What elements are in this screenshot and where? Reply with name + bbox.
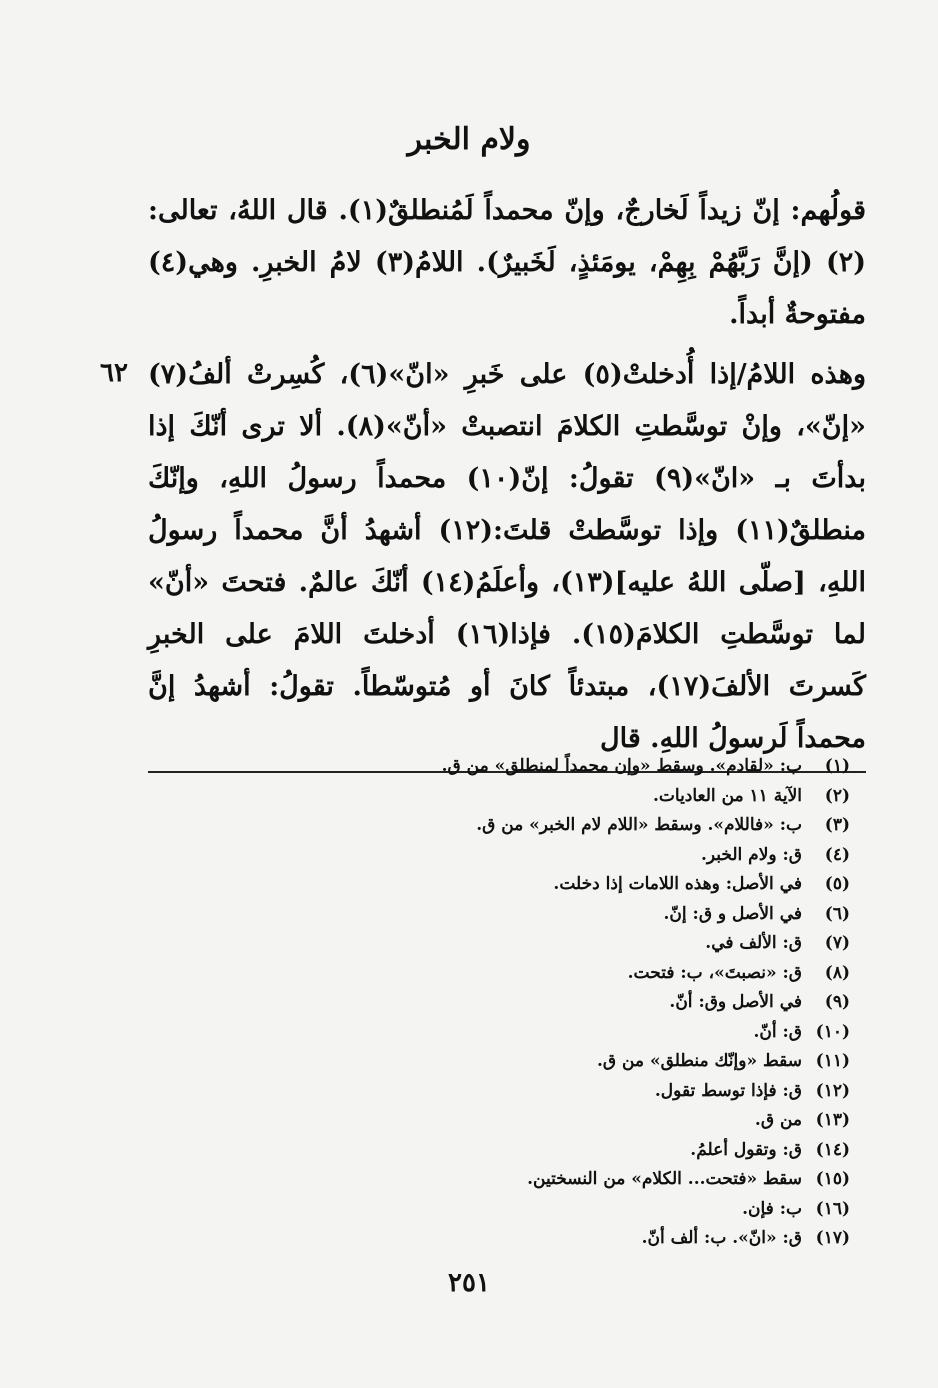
footnote bbox=[330, 1018, 850, 1048]
footnote-number: (٩) bbox=[824, 992, 850, 1012]
footnote bbox=[330, 1077, 850, 1107]
footnote bbox=[330, 1165, 850, 1195]
margin-page-reference: ٦٢ bbox=[100, 358, 128, 388]
footnote bbox=[330, 929, 850, 959]
footnote bbox=[330, 1106, 850, 1136]
footnote bbox=[330, 841, 850, 871]
footnote-number: (١١) bbox=[815, 1051, 850, 1071]
footnote bbox=[330, 959, 850, 989]
footnote-text: ب: «لقادم». وسقط «وإن محمداً لمنطلق» من ق. bbox=[441, 756, 802, 776]
footnote-text: ق: وتقول أعلمُ. bbox=[690, 1139, 802, 1160]
footnote-number: (٤) bbox=[824, 844, 850, 865]
paragraph: قولُهم: إنّ زيداً لَخارجٌ، وإنّ محمداً لَمُنطلقٌ(١). قال اللهُ، تعالى:(٢) (إنَّ رَبَّهُمْ بِهِمْ، يومَئذٍ، لَخَبيرٌ). اللامُ(٣) لامُ الخبرِ. وهي(٤) مفتوحةٌ أبداً. bbox=[148, 195, 867, 330]
footnote-text: سقط «وإنّك منطلق» من ق. bbox=[596, 1051, 802, 1071]
footnote-text: ق: فإذا توسط تقول. bbox=[654, 1080, 802, 1101]
main-text bbox=[148, 185, 866, 781]
footnote-text: سقط «فتحت... الكلام» من النسختين. bbox=[527, 1169, 802, 1189]
footnote bbox=[330, 988, 850, 1018]
footnote bbox=[330, 870, 850, 900]
footnote-text: ق: «نصبتَ»، ب: فتحت. bbox=[627, 962, 802, 983]
footnote bbox=[330, 811, 850, 841]
footnote-number: (٣) bbox=[824, 815, 850, 835]
footnote bbox=[330, 1195, 850, 1225]
footnote-text: الآية ١١ من العاديات. bbox=[652, 785, 802, 806]
footnote-text: في الأصل و ق: إنّ. bbox=[663, 903, 802, 924]
footnote-number: (١٦) bbox=[815, 1198, 850, 1219]
footnote-number: (١٣) bbox=[815, 1110, 850, 1130]
footnote-number: (٦) bbox=[824, 903, 850, 924]
footnote-number: (١٠) bbox=[815, 1021, 850, 1042]
footnote-number: (٧) bbox=[824, 933, 850, 953]
footnote bbox=[330, 1136, 850, 1166]
footnote-number: (١٧) bbox=[815, 1228, 850, 1248]
footnote-number: (٢) bbox=[824, 785, 850, 806]
footnote bbox=[330, 1047, 850, 1077]
footnote bbox=[330, 900, 850, 930]
footnote-text: في الأصل وق: أنّ. bbox=[669, 992, 802, 1012]
footnote-text: ب: فإن. bbox=[742, 1198, 802, 1219]
footnote-number: (٥) bbox=[824, 874, 850, 894]
footnote-number: (١٥) bbox=[815, 1169, 850, 1189]
footnote-text: ق: ولام الخبر. bbox=[700, 844, 802, 865]
footnote bbox=[330, 782, 850, 812]
footnote-number: (٨) bbox=[824, 962, 850, 983]
footnote-text: ق: «انّ». ب: ألف أنّ. bbox=[641, 1228, 802, 1248]
footnotes-list bbox=[330, 752, 850, 1254]
footnote-text: من ق. bbox=[754, 1110, 802, 1130]
footnote-number: (١) bbox=[824, 756, 850, 776]
footnote-text: ق: أنّ. bbox=[753, 1021, 802, 1042]
footnote-text: في الأصل: وهذه اللامات إذا دخلت. bbox=[553, 874, 802, 894]
paragraph: وهذه اللامُ/إذا أُدخلتْ(٥) على خَبرِ «انّ»(٦)، كُسِرتْ ألفُ(٧) «إنّ»، وإنْ توسَّطتِ الكلامَ انتصبتْ «أنّ»(٨). ألا ترى أنّكَ إذا بدأتَ بـ «انّ»(٩) تقولُ: إنّ(١٠) محمداً رسولُ اللهِ، وإنّكَ منطلقٌ(١١) وإذا توسَّطتْ قلتَ:(١٢) أشهدُ أنَّ محمداً رسولُ اللهِ، [صلّى اللهُ عليه](١٣)، وأعلَمُ(١٤) أنّكَ عالمٌ. فتحتَ «أنّ» لما توسَّطتِ الكلامَ(١٥). فإذا(١٦) أدخلتَ اللامَ على الخبرِ كَسرتَ الألفَ(١٧)، مبتدئاً كانَ أو مُتوسّطاً. تقولُ: أشهدُ إنَّ محمداً لَرسولُ اللهِ. قال bbox=[148, 349, 866, 773]
footnote-text: ق: الألف في. bbox=[705, 933, 802, 953]
footnote-text: ب: «فاللام». وسقط «اللام لام الخبر» من ق. bbox=[476, 815, 802, 835]
section-heading: ولام الخبر bbox=[407, 122, 531, 157]
footnote-number: (١٤) bbox=[815, 1139, 850, 1160]
footnote bbox=[330, 752, 850, 782]
footnote-number: (١٢) bbox=[815, 1080, 850, 1101]
page-number: ٢٥١ bbox=[448, 1268, 490, 1298]
footnote bbox=[330, 1224, 850, 1254]
